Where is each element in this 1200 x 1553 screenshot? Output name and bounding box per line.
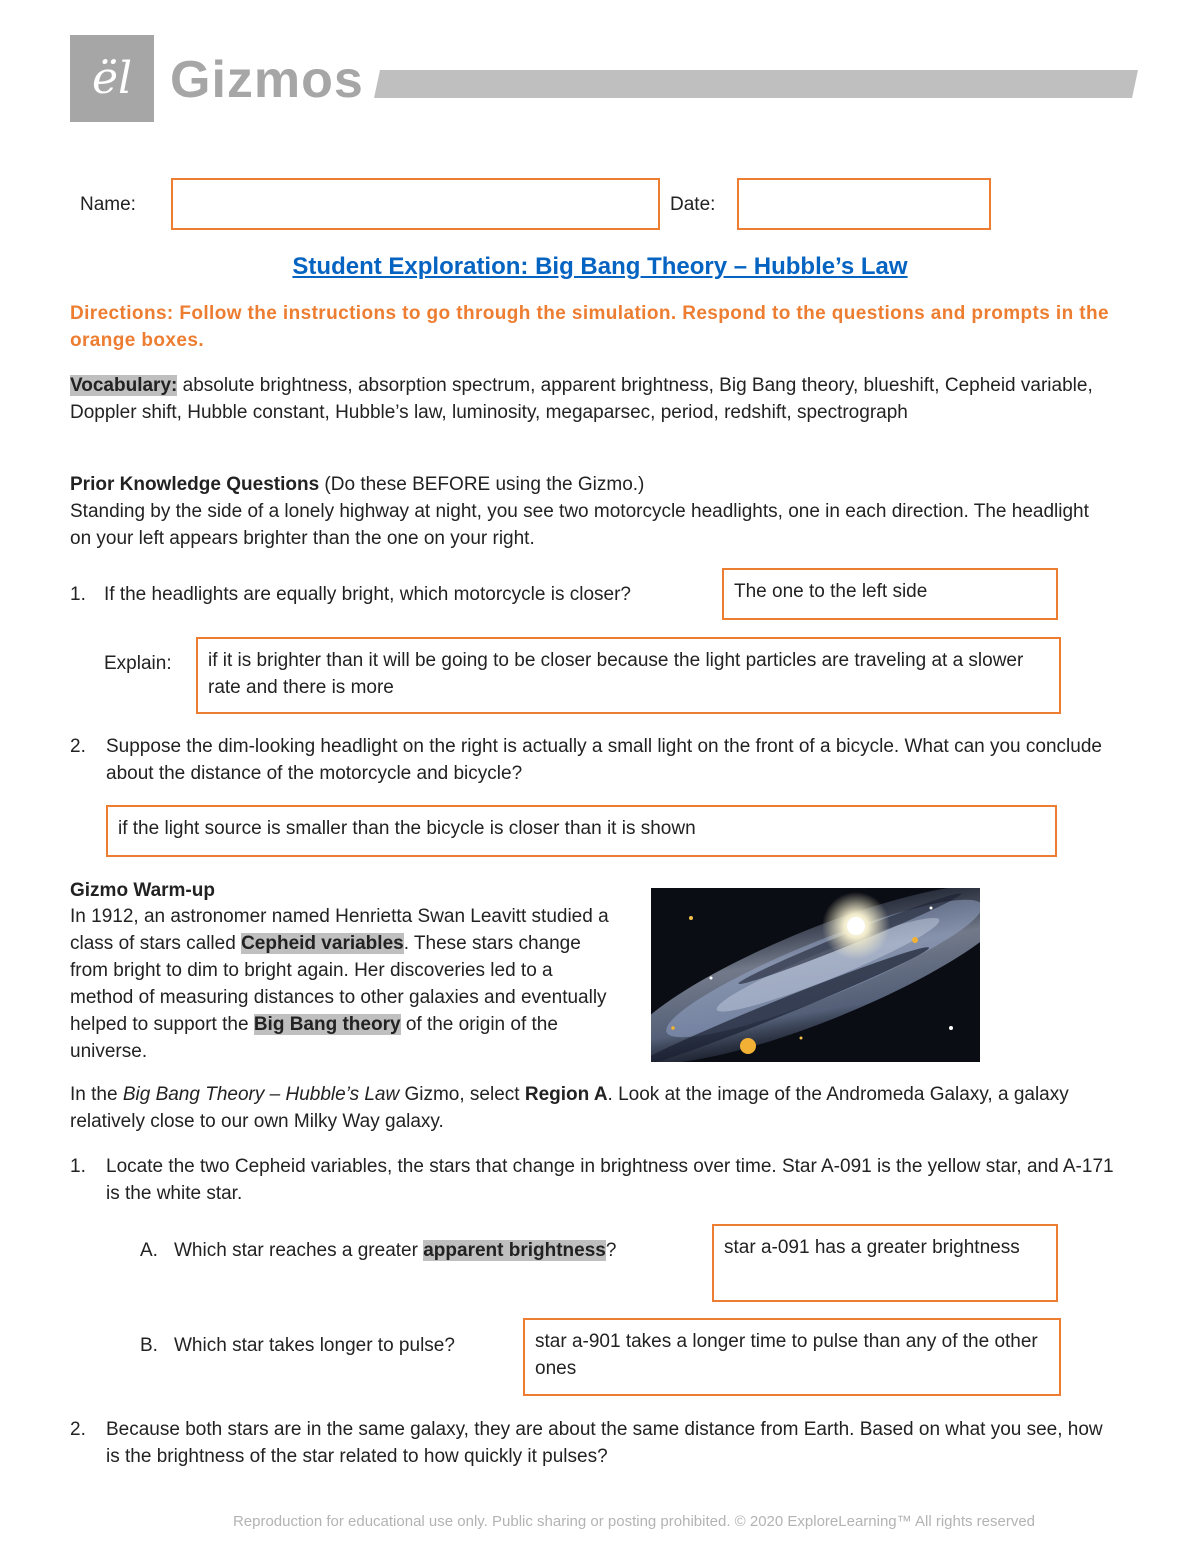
warmup-text-2: . These stars change from bright to dim to bright again. Her discoveries led to a method of measuring distances to other galaxies and eventually helped to support the (70, 933, 607, 1035)
vocabulary-list: absolute brightness, absorption spectrum, apparent brightness, Big Bang theory, blueshift, Cepheid variable, Doppler shift, Hubble constant, Hubble’s law, luminosity, megaparsec, period, redshift, spectrograph (70, 375, 1093, 423)
prior-q2-text: Suppose the dim-looking headlight on the right is actually a small light on the front of a bicycle. What can you conclude about the distance of the motorcycle and bicycle? (106, 736, 1102, 784)
prior-knowledge-intro: Standing by the side of a lonely highway at night, you see two motorcycle headlights, one in each direction. The headlight on your left appears brighter than the one on your right. (70, 501, 1089, 549)
prior-knowledge-heading: Prior Knowledge Questions (70, 474, 320, 495)
warmup-heading: Gizmo Warm-up (70, 880, 215, 901)
prior-q2-answer-box[interactable] (106, 805, 1057, 857)
prior-knowledge-note: (Do these BEFORE using the Gizmo.) (319, 474, 645, 495)
prior-q1-number: 1. (70, 584, 86, 605)
explain-answer: if it is brighter than it will be going to be closer because the light particles are traveling at a slower rate and there is more (208, 650, 1024, 698)
select-text-3: . Look at the image of the Andromeda Galaxy, a galaxy relatively close to our own Milky Way galaxy. (70, 1084, 1069, 1132)
warmup-qa-text-2: ? (605, 1240, 617, 1261)
explain-answer-box[interactable] (196, 637, 1061, 714)
cepheid-variables-term: Cepheid variables (241, 933, 404, 954)
warmup-qa-text (174, 1237, 704, 1264)
explain-label: Explain: (104, 653, 172, 674)
warmup-q2-text: Because both stars are in the same galaxy, they are about the same distance from Earth. Based on what you see, how is the brightness of the star related to how quickly it pulses? (106, 1419, 1103, 1467)
warmup-q2-number: 2. (70, 1419, 86, 1440)
prior-q1-answer: The one to the left side (734, 581, 928, 602)
andromeda-galaxy-image (651, 888, 980, 1062)
warmup-q1-text: Locate the two Cepheid variables, the stars that change in brightness over time. Star A-091 is the yellow star, and A-171 is the white star. (106, 1156, 1114, 1204)
gizmos-logo (70, 35, 154, 122)
vocabulary-paragraph (70, 372, 1130, 426)
select-text-2: Gizmo, select (399, 1084, 525, 1105)
region-a-term: Region A (524, 1084, 608, 1105)
warmup-q1-number: 1. (70, 1156, 86, 1177)
prior-q1-text: If the headlights are equally bright, which motorcycle is closer? (104, 584, 631, 605)
date-label: Date: (670, 194, 716, 215)
big-bang-theory-term: Big Bang theory (253, 1014, 401, 1035)
apparent-brightness-term: apparent brightness (423, 1240, 606, 1261)
prior-q2-number: 2. (70, 736, 86, 757)
warmup-qa-number: A. (140, 1240, 158, 1261)
warmup-qb-answer-box[interactable] (523, 1318, 1061, 1396)
name-field[interactable] (171, 178, 660, 230)
warmup-text-1: In 1912, an astronomer named Henrietta Swan Leavitt studied a class of stars called (70, 906, 609, 954)
warmup-qa-answer: star a-091 has a greater brightness (724, 1237, 1020, 1258)
explorelearning-logo-icon: ël (91, 53, 133, 104)
select-text-1: In the (70, 1084, 123, 1105)
warmup-qb-text: Which star takes longer to pulse? (174, 1335, 455, 1356)
directions-text: Directions: Follow the instructions to go through the simulation. Respond to the questions and prompts in the orange boxes. (70, 303, 1109, 351)
vocabulary-label: Vocabulary: (70, 375, 178, 396)
header-bar (374, 70, 1138, 98)
prior-knowledge-heading-line (70, 471, 1130, 498)
warmup-paragraph (70, 903, 620, 1065)
name-label: Name: (80, 194, 136, 215)
copyright-footer: Reproduction for educational use only. Public sharing or posting prohibited. © 2020 ExploreLearning™ All rights reserved (232, 1513, 1036, 1530)
warmup-text-3: of the origin of the universe. (70, 1014, 558, 1062)
date-field[interactable] (737, 178, 991, 230)
warmup-qa-answer-box[interactable] (712, 1224, 1058, 1302)
warmup-qa-text-1: Which star reaches a greater (174, 1240, 424, 1261)
page-title[interactable]: Student Exploration: Big Bang Theory – Hubble’s Law (292, 253, 908, 280)
warmup-qb-answer: star a-901 takes a longer time to pulse than any of the other ones (535, 1331, 1038, 1379)
brand-name: Gizmos (170, 51, 364, 109)
gizmo-name: Big Bang Theory – Hubble’s Law (122, 1084, 400, 1105)
select-region-paragraph (70, 1081, 1130, 1135)
prior-q2-answer: if the light source is smaller than the bicycle is closer than it is shown (118, 818, 696, 839)
prior-q1-answer-box[interactable] (722, 568, 1058, 620)
warmup-qb-number: B. (140, 1335, 158, 1356)
